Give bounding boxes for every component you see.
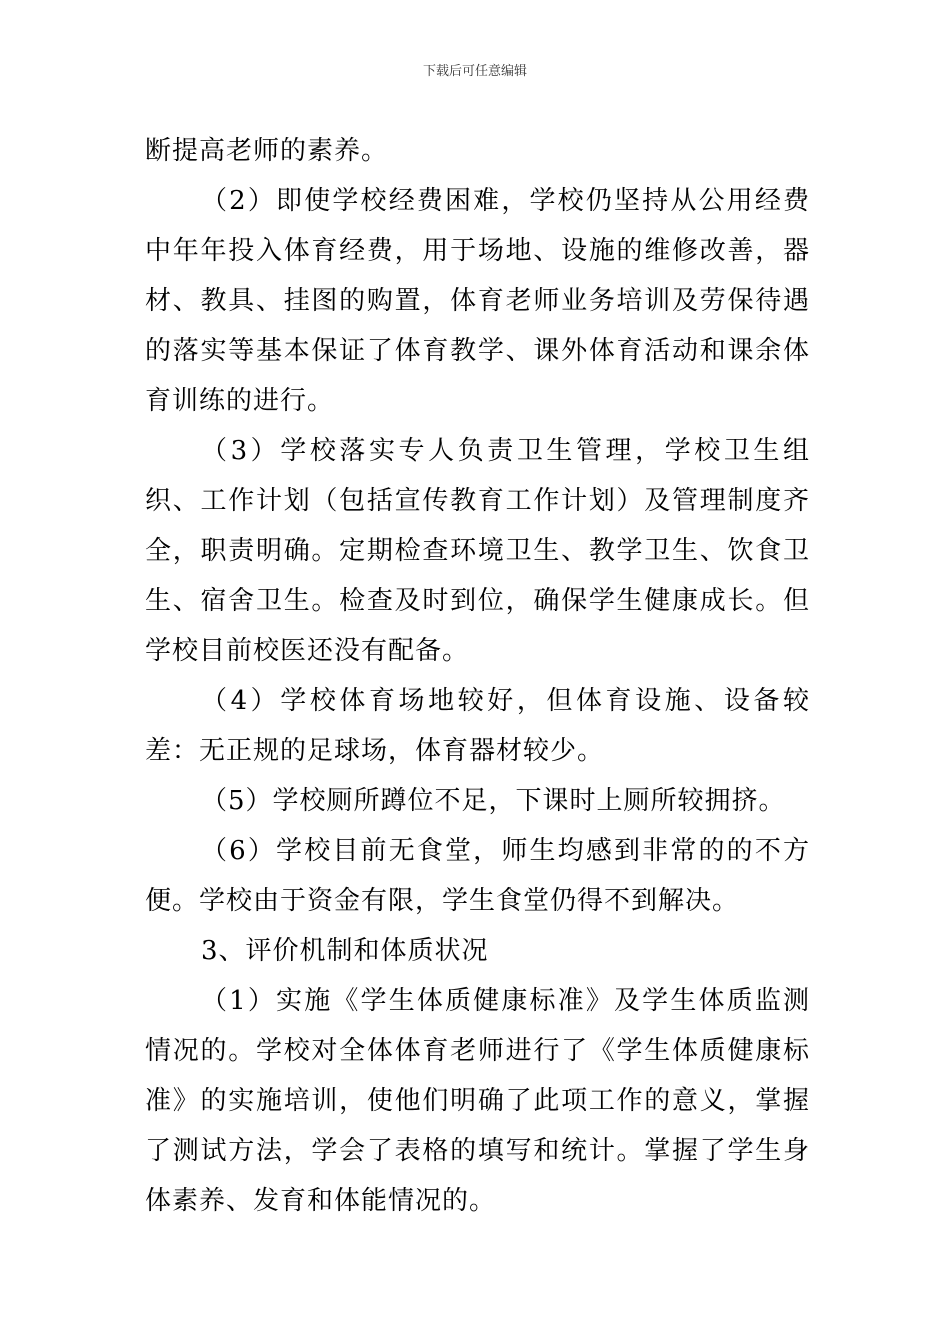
paragraph-item-2: （2）即使学校经费困难，学校仍坚持从公用经费中年年投入体育经费，用于场地、设施的维修改善，器材、教具、挂图的购置，体育老师业务培训及劳保待遇的落实等基本保证了体育教学、课外体育活动和课余体育训练的进行。 xyxy=(145,186,810,416)
paragraph-item-4: （4）学校体育场地较好，但体育设施、设备较差：无正规的足球场，体育器材较少。 xyxy=(145,686,810,766)
paragraph-continuation: 断提高老师的素养。 xyxy=(145,136,389,166)
paragraph-item-6: （6）学校目前无食堂，师生均感到非常的的不方便。学校由于资金有限，学生食堂仍得不到解决。 xyxy=(145,836,810,916)
paragraph-item-5: （5）学校厕所蹲位不足，下课时上厕所较拥挤。 xyxy=(201,786,786,816)
page-header: 下载后可任意编辑 xyxy=(422,64,527,79)
paragraph-evaluation-1: （1）实施《学生体质健康标准》及学生体质监测情况的。学校对全体体育老师进行了《学生体质健康标准》的实施培训，使他们明确了此项工作的意义，掌握了测试方法，学会了表格的填写和统计。掌握了学生身体素养、发育和体能情况的。 xyxy=(145,986,810,1216)
paragraph-item-3: （3）学校落实专人负责卫生管理，学校卫生组织、工作计划（包括宣传教育工作计划）及管理制度齐全，职责明确。定期检查环境卫生、教学卫生、饮食卫生、宿舍卫生。检查及时到位，确保学生健康成长。但学校目前校医还没有配备。 xyxy=(145,436,810,666)
section-heading: 3、评价机制和体质状况 xyxy=(201,936,489,966)
document-body xyxy=(145,126,810,1226)
